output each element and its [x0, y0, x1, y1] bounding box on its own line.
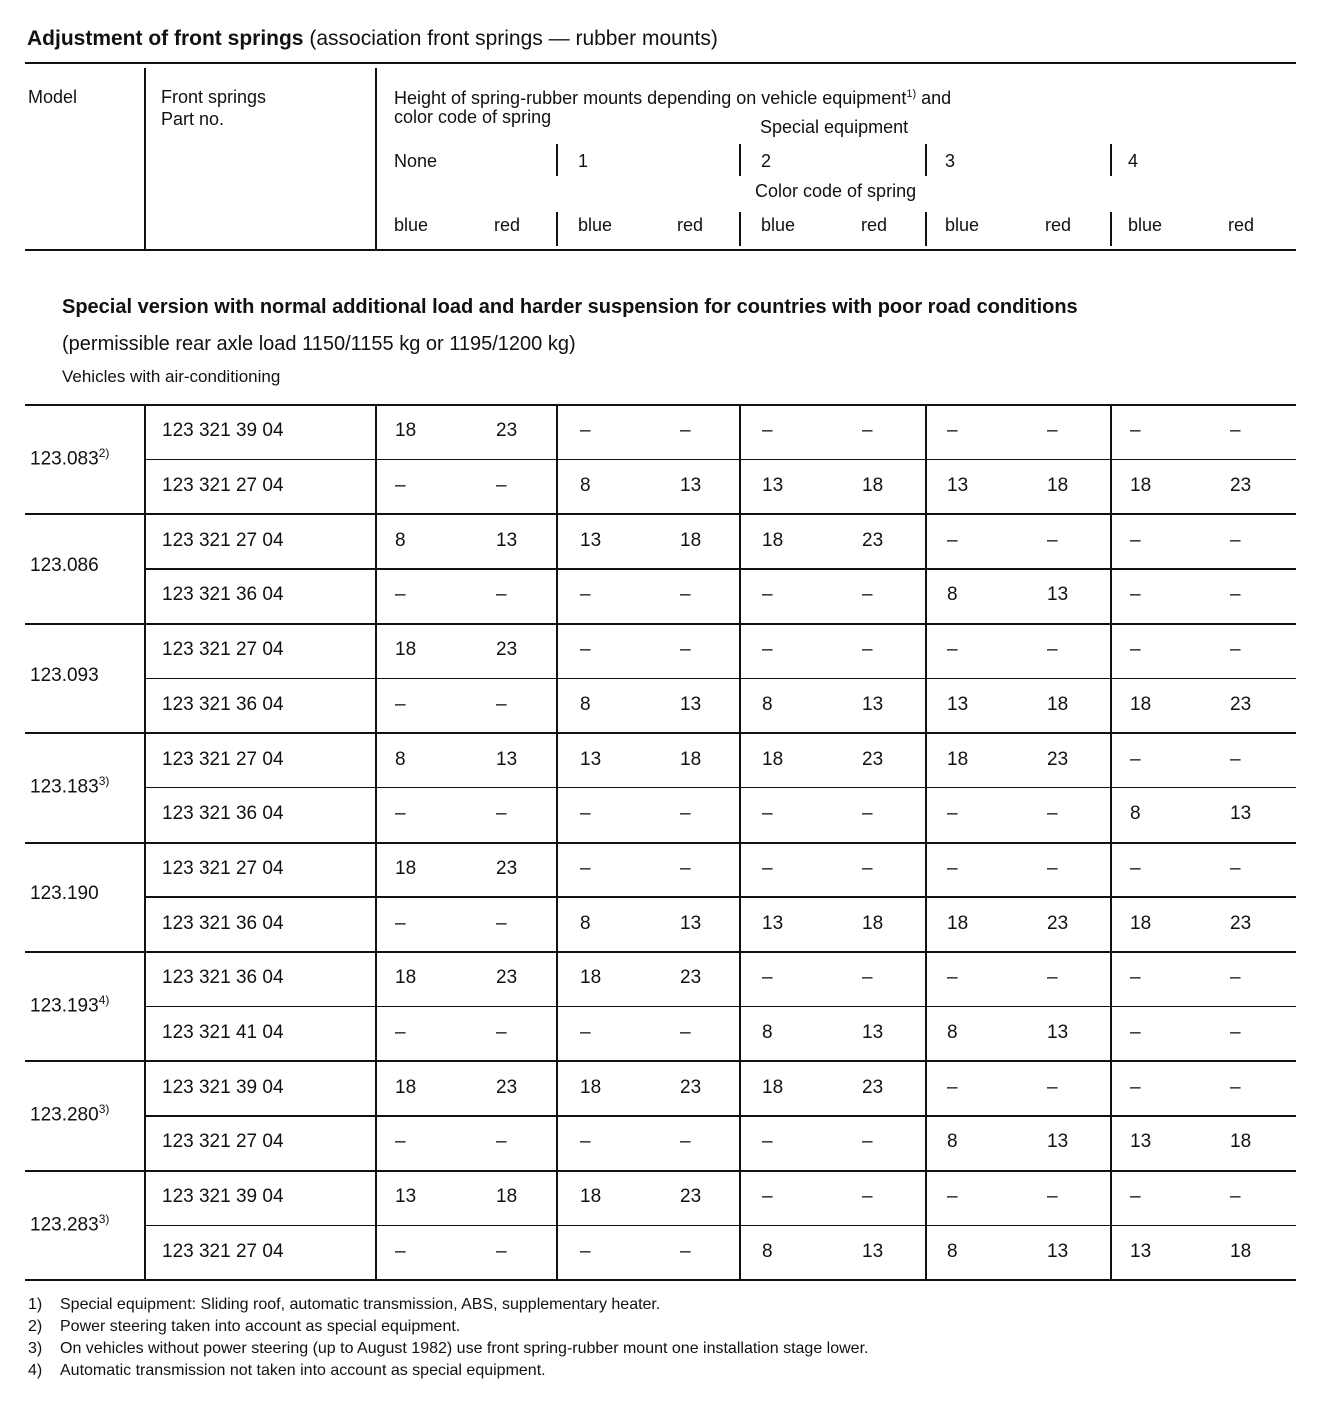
value-cell: 23 — [1230, 693, 1252, 715]
value-cell: 13 — [496, 748, 518, 770]
part-number: 123 321 36 04 — [162, 967, 284, 989]
value-cell: 13 — [862, 1022, 884, 1044]
value-cell: 18 — [1130, 475, 1152, 497]
value-cell: – — [862, 584, 873, 606]
value-cell: – — [395, 803, 406, 825]
value-cell: 18 — [862, 475, 884, 497]
color-label-blue: blue — [945, 215, 980, 235]
color-label-red: red — [494, 215, 521, 235]
header-height-line2: color code of spring — [394, 107, 552, 127]
value-cell: 18 — [862, 912, 884, 934]
value-cell: – — [1130, 529, 1141, 551]
value-cell: – — [947, 1186, 958, 1208]
color-label-red: red — [1228, 215, 1255, 235]
color-separator — [1110, 212, 1112, 246]
value-cell: – — [496, 693, 507, 715]
value-cell: 18 — [762, 748, 784, 770]
value-cell: – — [762, 1186, 773, 1208]
value-cell: – — [1047, 639, 1058, 661]
value-cell: 23 — [496, 1076, 518, 1098]
value-cell: – — [395, 475, 406, 497]
part-number: 123 321 27 04 — [162, 1131, 284, 1153]
value-cell: 23 — [1230, 912, 1252, 934]
value-cell: 13 — [680, 475, 702, 497]
value-cell: – — [1230, 967, 1241, 989]
value-cell: – — [496, 803, 507, 825]
value-cell: – — [580, 803, 591, 825]
value-cell: 8 — [580, 693, 591, 715]
value-cell: – — [680, 584, 691, 606]
sub-row-rule — [145, 1115, 1296, 1117]
value-cell: 8 — [395, 529, 406, 551]
part-number: 123 321 36 04 — [162, 584, 284, 606]
value-cell: 13 — [1047, 1022, 1069, 1044]
model-number: 123.193$^{4)}$ — [30, 992, 110, 1017]
part-number: 123 321 27 04 — [162, 1240, 284, 1262]
title-bold: Adjustment of front springs — [27, 27, 304, 50]
value-cell: 13 — [1230, 803, 1252, 825]
value-cell: – — [395, 1131, 406, 1153]
value-cell: – — [762, 967, 773, 989]
value-cell: – — [1047, 803, 1058, 825]
value-cell: 13 — [395, 1186, 417, 1208]
footnote: 3) On vehicles without power steering (up to August 1982) use front spring-rubber mount one installation stage lower. — [28, 1340, 869, 1357]
part-number: 123 321 27 04 — [162, 857, 284, 879]
header-model: Model — [28, 87, 78, 107]
part-number: 123 321 39 04 — [162, 420, 284, 442]
value-cell: – — [1230, 420, 1241, 442]
color-separator — [739, 212, 741, 246]
value-cell: – — [1230, 857, 1241, 879]
value-cell: – — [580, 584, 591, 606]
value-cell: 18 — [1047, 693, 1069, 715]
header-top-rule — [25, 62, 1296, 64]
value-cell: – — [1130, 967, 1141, 989]
level-separator — [925, 144, 927, 176]
header-divider-model — [144, 68, 146, 249]
footnote: 1) Special equipment: Sliding roof, automatic transmission, ABS, supplementary heater. — [28, 1296, 661, 1313]
value-cell: – — [862, 420, 873, 442]
sub-row-rule — [145, 459, 1296, 461]
value-cell: – — [862, 803, 873, 825]
value-cell: – — [680, 1240, 691, 1262]
footnote: 4) Automatic transmission not taken into account as special equipment. — [28, 1362, 546, 1379]
sub-row-rule — [145, 896, 1296, 898]
value-cell: 13 — [1047, 1131, 1069, 1153]
value-cell: 18 — [580, 1186, 602, 1208]
value-cell: – — [862, 857, 873, 879]
sub-row-rule — [145, 678, 1296, 680]
value-cell: 23 — [496, 967, 518, 989]
value-cell: 13 — [947, 475, 969, 497]
page-title — [27, 27, 718, 51]
sub-row-rule — [145, 787, 1296, 789]
value-cell: – — [1047, 420, 1058, 442]
level-separator — [739, 144, 741, 176]
value-cell: 13 — [947, 693, 969, 715]
value-cell: 23 — [496, 639, 518, 661]
part-number: 123 321 27 04 — [162, 529, 284, 551]
part-number: 123 321 41 04 — [162, 1022, 284, 1044]
part-number: 123 321 36 04 — [162, 803, 284, 825]
value-cell: 13 — [680, 912, 702, 934]
value-cell: – — [496, 584, 507, 606]
value-cell: 18 — [395, 1076, 417, 1098]
value-cell: – — [862, 639, 873, 661]
value-cell: – — [862, 967, 873, 989]
value-cell: 8 — [580, 475, 591, 497]
value-cell: – — [395, 1022, 406, 1044]
value-cell: – — [1130, 584, 1141, 606]
header-part-line2: Part no. — [161, 109, 225, 129]
part-number: 123 321 36 04 — [162, 693, 284, 715]
section-title: Special version with normal additional load and harder suspension for countries with poor road conditions — [62, 296, 1078, 318]
value-cell: 23 — [862, 529, 884, 551]
color-label-red: red — [677, 215, 704, 235]
value-cell: – — [947, 857, 958, 879]
value-cell: 23 — [862, 1076, 884, 1098]
value-cell: 18 — [762, 529, 784, 551]
value-cell: – — [1047, 967, 1058, 989]
value-cell: – — [1130, 1022, 1141, 1044]
value-cell: – — [862, 1186, 873, 1208]
model-number: 123.183$^{3)}$ — [30, 773, 110, 798]
sub-row-rule — [145, 1225, 1296, 1227]
value-cell: 13 — [762, 475, 784, 497]
group-rule — [25, 623, 1296, 625]
level-separator — [1110, 144, 1112, 176]
value-cell: 8 — [1130, 803, 1141, 825]
value-cell: 13 — [1047, 1240, 1069, 1262]
value-cell: – — [1230, 1186, 1241, 1208]
value-cell: 18 — [947, 748, 969, 770]
value-cell: 23 — [1047, 912, 1069, 934]
value-cell: – — [680, 639, 691, 661]
value-cell: 8 — [762, 1022, 773, 1044]
value-cell: 13 — [862, 693, 884, 715]
part-number: 123 321 27 04 — [162, 748, 284, 770]
color-separator — [556, 212, 558, 246]
group-rule — [25, 513, 1296, 515]
equipment-level-3: 3 — [945, 151, 956, 171]
level-separator — [556, 144, 558, 176]
value-cell: 23 — [1230, 475, 1252, 497]
color-label-blue: blue — [394, 215, 429, 235]
value-cell: – — [1130, 857, 1141, 879]
value-cell: – — [680, 803, 691, 825]
color-separator — [925, 212, 927, 246]
value-cell: – — [1230, 748, 1241, 770]
model-number: 123.093 — [30, 664, 99, 686]
value-cell: 18 — [680, 529, 702, 551]
value-cell: 18 — [395, 420, 417, 442]
value-cell: 23 — [1047, 748, 1069, 770]
group-rule — [25, 1060, 1296, 1062]
value-cell: – — [580, 1131, 591, 1153]
value-cell: – — [862, 1131, 873, 1153]
value-cell: – — [762, 420, 773, 442]
value-cell: – — [496, 1240, 507, 1262]
header-special-equipment: Special equipment — [760, 117, 909, 137]
value-cell: 8 — [762, 1240, 773, 1262]
value-cell: – — [395, 912, 406, 934]
part-number: 123 321 36 04 — [162, 912, 284, 934]
model-number: 123.083$^{2)}$ — [30, 445, 110, 470]
value-cell: – — [496, 912, 507, 934]
equipment-level-1: 1 — [578, 151, 589, 171]
equipment-level-0: None — [394, 151, 438, 171]
value-cell: – — [680, 1022, 691, 1044]
value-cell: – — [947, 967, 958, 989]
value-cell: – — [947, 803, 958, 825]
value-cell: – — [1047, 857, 1058, 879]
value-cell: – — [580, 639, 591, 661]
value-cell: – — [395, 693, 406, 715]
value-cell: – — [1047, 1186, 1058, 1208]
value-cell: 18 — [395, 967, 417, 989]
value-cell: 8 — [947, 1131, 958, 1153]
value-cell: – — [762, 1131, 773, 1153]
value-cell: 18 — [1047, 475, 1069, 497]
value-cell: 23 — [680, 1186, 702, 1208]
value-cell: – — [947, 639, 958, 661]
value-cell: 13 — [762, 912, 784, 934]
model-number: 123.283$^{3)}$ — [30, 1211, 110, 1235]
value-cell: 8 — [947, 1240, 958, 1262]
value-cell: – — [496, 475, 507, 497]
equipment-level-4: 4 — [1128, 151, 1139, 171]
value-cell: 18 — [395, 639, 417, 661]
value-cell: 18 — [680, 748, 702, 770]
group-rule — [25, 951, 1296, 953]
value-cell: – — [947, 529, 958, 551]
value-cell: 23 — [680, 967, 702, 989]
value-cell: 13 — [1047, 584, 1069, 606]
header-color-code: Color code of spring — [755, 181, 917, 201]
part-number: 123 321 27 04 — [162, 639, 284, 661]
value-cell: – — [496, 1131, 507, 1153]
table-top-rule — [25, 404, 1296, 406]
value-cell: 13 — [580, 529, 602, 551]
value-cell: 13 — [680, 693, 702, 715]
value-cell: 8 — [395, 748, 406, 770]
footnote: 2) Power steering taken into account as special equipment. — [28, 1318, 461, 1335]
value-cell: – — [1130, 420, 1141, 442]
value-cell: 18 — [1130, 693, 1152, 715]
color-label-blue: blue — [578, 215, 613, 235]
part-number: 123 321 27 04 — [162, 475, 284, 497]
color-label-blue: blue — [1128, 215, 1163, 235]
value-cell: 18 — [395, 857, 417, 879]
value-cell: – — [580, 1022, 591, 1044]
value-cell: – — [1130, 1076, 1141, 1098]
value-cell: 23 — [496, 420, 518, 442]
sub-row-rule — [145, 1006, 1296, 1008]
value-cell: – — [1130, 748, 1141, 770]
value-cell: – — [395, 584, 406, 606]
value-cell: – — [762, 803, 773, 825]
value-cell: – — [1230, 584, 1241, 606]
value-cell: – — [580, 1240, 591, 1262]
value-cell: 18 — [1230, 1131, 1252, 1153]
value-cell: – — [1230, 529, 1241, 551]
value-cell: 8 — [947, 584, 958, 606]
value-cell: 18 — [762, 1076, 784, 1098]
value-cell: – — [1130, 639, 1141, 661]
value-cell: 13 — [580, 748, 602, 770]
section-subtitle: (permissible rear axle load 1150/1155 kg or 1195/1200 kg) — [62, 333, 576, 355]
value-cell: 13 — [862, 1240, 884, 1262]
value-cell: – — [680, 857, 691, 879]
value-cell: 18 — [580, 1076, 602, 1098]
section-note: Vehicles with air-conditioning — [62, 367, 281, 386]
part-number: 123 321 39 04 — [162, 1076, 284, 1098]
value-cell: – — [395, 1240, 406, 1262]
value-cell: – — [580, 857, 591, 879]
value-cell: 23 — [680, 1076, 702, 1098]
value-cell: – — [680, 420, 691, 442]
value-cell: – — [1047, 529, 1058, 551]
equipment-level-2: 2 — [761, 151, 772, 171]
value-cell: 18 — [580, 967, 602, 989]
value-cell: – — [496, 1022, 507, 1044]
value-cell: 23 — [496, 857, 518, 879]
group-rule — [25, 1279, 1296, 1281]
value-cell: 13 — [1130, 1240, 1152, 1262]
value-cell: – — [947, 1076, 958, 1098]
value-cell: 18 — [496, 1186, 518, 1208]
value-cell: – — [947, 420, 958, 442]
group-rule — [25, 842, 1296, 844]
value-cell: – — [680, 1131, 691, 1153]
value-cell: – — [762, 584, 773, 606]
sub-row-rule — [145, 568, 1296, 570]
group-rule — [25, 1170, 1296, 1172]
value-cell: – — [1130, 1186, 1141, 1208]
part-number: 123 321 39 04 — [162, 1186, 284, 1208]
color-label-red: red — [861, 215, 888, 235]
header-divider-part — [375, 68, 377, 249]
model-number: 123.280$^{3)}$ — [30, 1102, 110, 1126]
value-cell: – — [1230, 639, 1241, 661]
header-part-line1: Front springs — [161, 87, 267, 107]
value-cell: 8 — [580, 912, 591, 934]
header-bottom-rule — [25, 249, 1296, 251]
value-cell: – — [762, 639, 773, 661]
value-cell: 23 — [862, 748, 884, 770]
model-number: 123.086 — [30, 555, 99, 577]
value-cell: 18 — [947, 912, 969, 934]
title-rest: (association front springs — rubber mounts) — [309, 27, 718, 50]
value-cell: – — [1047, 1076, 1058, 1098]
value-cell: – — [762, 857, 773, 879]
value-cell: 8 — [762, 693, 773, 715]
value-cell: 13 — [1130, 1131, 1152, 1153]
value-cell: 13 — [496, 529, 518, 551]
group-rule — [25, 732, 1296, 734]
value-cell: – — [580, 420, 591, 442]
color-label-blue: blue — [761, 215, 796, 235]
header-height-line1: Height of spring-rubber mounts depending on vehicle equipment$^{1)}$ and — [394, 88, 952, 108]
value-cell: 18 — [1230, 1240, 1252, 1262]
value-cell: 8 — [947, 1022, 958, 1044]
value-cell: 18 — [1130, 912, 1152, 934]
value-cell: – — [1230, 1022, 1241, 1044]
color-label-red: red — [1045, 215, 1072, 235]
model-number: 123.190 — [30, 883, 99, 905]
value-cell: – — [1230, 1076, 1241, 1098]
